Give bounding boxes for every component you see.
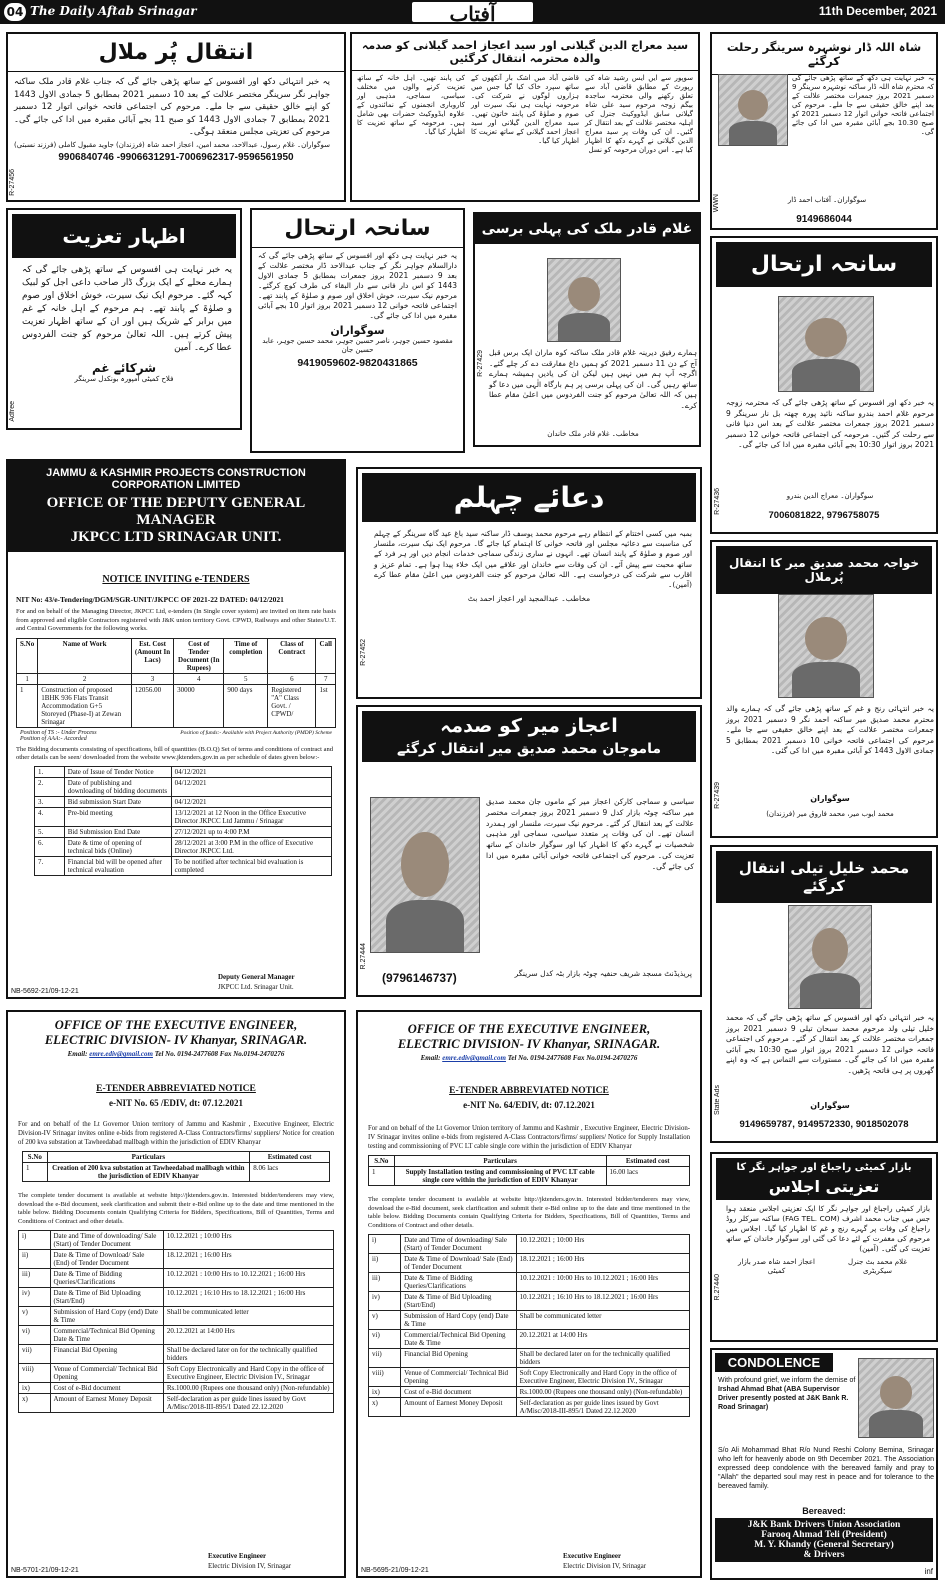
ad-ref: NB-5692-21/09-12-21	[11, 988, 79, 995]
ad-ref: State Ads	[714, 1085, 721, 1115]
notice-heading: E-TENDER ABBREVIATED NOTICE	[449, 1086, 609, 1096]
row-index: ii)	[369, 1254, 401, 1273]
deceased-photo	[858, 1358, 934, 1438]
signatory-title: Executive Engineer	[563, 1552, 622, 1560]
ad-saniha-irtihal-2	[710, 236, 938, 534]
row-value: 10.12.2021 ; 16:10 Hrs to 18.12.2021 ; 16:00 Hrs	[516, 1292, 689, 1311]
tender-notice-jkpcc	[6, 459, 346, 999]
row-index: x)	[19, 1394, 51, 1413]
positions	[8, 730, 344, 742]
ad-title-1: بازار کمیٹی راجباغ اور جواہر نگر کا	[716, 1158, 932, 1175]
row-value: 04/12/2021	[171, 796, 331, 807]
deceased-photo	[778, 594, 874, 698]
row-label: Date and Time of downloading/ Sale (Start) of Tender Document	[50, 1231, 163, 1250]
row-index: i)	[19, 1231, 51, 1250]
ad-title-2: تعزیتی اجلاس	[716, 1175, 932, 1200]
row-value: 27/12/2021 up to 4:00 P.M	[171, 826, 331, 837]
signatory-office: JKPCC Ltd. Srinagar Unit.	[218, 983, 294, 991]
schedule-table	[18, 1230, 334, 1413]
column-header: Cost of Tender Document (In Rupees)	[174, 638, 224, 673]
ad-ref: R-27452	[360, 639, 367, 666]
ad-title: اظہار تعزیت	[12, 214, 236, 258]
column-number: 3	[131, 673, 173, 684]
position-aaa: Position of AAA:- Accorded	[20, 735, 87, 742]
ad-ref: WWN	[713, 194, 720, 213]
deceased-photo	[778, 296, 874, 392]
ad-body: ہمارے رفیق دیرینہ غلام قادر ملک ساکنہ کوہ ماران ایک برس قبل آج کے دن 11 دسمبر 2021 کو ہمیں داغ مفارقت دے کر چلے گئے۔ اگرچہ آپ ہم میں نہیں ہیں لیکن ان کی یادیں ہمیشہ ہمارے ساتھ رہیں گی۔ ان کی پہلی برسی پر ہم بارگاہ الٰہی میں دعا گو ہیں کہ اللہ تعالیٰ مرحوم کو جنت الفردوس میں اعلیٰ مقام عطا کرے۔	[489, 348, 698, 410]
row-index: viii)	[369, 1368, 401, 1387]
condolence-ad	[710, 1348, 938, 1580]
mourners-title: سوگواران	[810, 1101, 850, 1110]
schedule-table	[34, 766, 332, 876]
ad-ref: NB-5701-21/09-12-21	[11, 1567, 79, 1574]
document-note: The complete tender document is available at website http://jktenders.gov.in. Interested bidder/tenderers may view, download the e-Bid document, seek clarification and submit their e-Bid online up to the date and time mentioned in the table below. Bidding Documents contain Qualifying Criteria for Bidders, Specifications, Bill of Quantities, Terms and Conditions of Contract and other details.	[368, 1196, 690, 1229]
phone-number: 9149686044	[796, 214, 852, 225]
row-label: Date of Issue of Tender Notice	[64, 766, 171, 777]
table-cell: 30000	[174, 684, 224, 727]
tender-header	[8, 461, 344, 552]
works-table	[368, 1155, 690, 1186]
schedule-row	[19, 1288, 334, 1307]
row-index: vii)	[369, 1349, 401, 1368]
office-line-2: ELECTRIC DIVISION- IV Khanyar, SRINAGAR.	[397, 1037, 661, 1051]
mourners-title: سوگواران	[810, 794, 850, 803]
row-index: x)	[369, 1398, 401, 1417]
email-label: Email:	[420, 1054, 441, 1062]
row-value: Soft Copy Electronically and Hard Copy in the office of Executive Engineer, Electric Division IV., Srinagar	[163, 1364, 333, 1383]
ad-title: دعائے چہلم	[362, 473, 696, 522]
table-cell: 1st	[316, 684, 336, 727]
ad-saniha-irtihal-1	[250, 208, 465, 453]
schedule-row	[369, 1387, 690, 1398]
row-label: Date & time of opening of technical bids (Online)	[64, 837, 171, 856]
row-label: Submission of Hard Copy (end) Date & Time	[401, 1311, 517, 1330]
schedule-row	[19, 1383, 334, 1394]
ad-title: انتقال پُر ملال	[8, 34, 344, 72]
phone-numbers: 7006081822, 9796758075	[768, 510, 880, 521]
table-row	[369, 1167, 690, 1186]
news-column-2: قاضی آباد میں اشک بار آنکھوں کے ساتھ سپرد خاک کیا گیا جس میں ہزاروں لوگوں نے شرکت کی۔ مرحومہ نہایت ہی نیک سیرت اور صوم و صلوٰۃ کی پابند خاتون تھیں۔ سید معراج الدین گیلانی اور سید اعجاز احمد گیلانی کے ساتھ تعزیت کا اظہار کیا گیا۔	[471, 74, 579, 145]
ad-title: سانحہ ارتحال	[716, 242, 932, 287]
row-value: Rs.1000.00 (Rupees one thousand only) (Non-refundable)	[516, 1387, 689, 1398]
table-cell: Registered "A" Class Govt. / CPWD/	[268, 684, 316, 727]
notice-heading: NOTICE INVITING e-TENDERS	[102, 574, 250, 585]
row-label: Date & Time of Bidding Queries/Clarifications	[401, 1273, 517, 1292]
deceased-photo	[370, 797, 480, 953]
table-header-row	[369, 1156, 690, 1167]
schedule-row	[369, 1398, 690, 1417]
row-label: Venue of Commercial/ Technical Bid Opening	[401, 1368, 517, 1387]
row-index: 4.	[35, 807, 65, 826]
row-label: Bid Submission End Date	[64, 826, 171, 837]
org-line-1: JAMMU & KASHMIR PROJECTS CONSTRUCTION	[46, 467, 306, 479]
schedule-row	[369, 1368, 690, 1387]
row-label: Submission of Hard Copy (end) Date & Time	[50, 1307, 163, 1326]
schedule-table	[368, 1234, 690, 1417]
condolence-body	[718, 1376, 858, 1412]
row-label: Date & Time of Download/ Sale (End) of Tender Document	[50, 1250, 163, 1269]
schedule-row	[369, 1311, 690, 1330]
schedule-row	[369, 1273, 690, 1292]
ad-ref: NB-5695-21/09-12-21	[361, 1567, 429, 1574]
contact-line	[8, 1050, 344, 1058]
row-label: Commercial/Technical Bid Opening Date & Time	[401, 1330, 517, 1349]
row-value: 10.12.2021 : 10:00 Hrs to 10.12.2021 ; 16:00 Hrs	[163, 1269, 333, 1288]
ad-body: سیاسی و سماجی کارکن اعجاز میر کے ماموں جان محمد صدیق میر ساکنہ چوٹہ بازار کدل 9 دسمبر 2021 بروز جمعرات مختصر علالت کے بعد انتقال کر گئے۔ مرحوم نیک سیرت، ملنسار اور ہمدرد انسان تھے۔ ان کی وفات پر متعدد سیاسی، سماجی اور مذہبی شخصیات نے گہرے دکھ کا اظہار کیا اور سوگوار خاندان کے ساتھ تعزیت کی۔ مرحوم کی اجتماعی فاتحہ خوانی آبائی مقبرہ میں ادا کی جائے گی۔	[486, 797, 694, 871]
ad-khalil-teli	[710, 845, 938, 1143]
nit-number: e-NIT No. 65 /EDIV, dt: 07.12.2021	[109, 1098, 243, 1108]
column-number: 6	[268, 673, 316, 684]
row-value: Soft Copy Electronically and Hard Copy in the office of Executive Engineer, Electric Division IV., Srinagar	[516, 1368, 689, 1387]
table-cell: Construction of proposed 1BHK 936 Flats Transit Accommodation G+5 Storeyed (Phase-I) at Zewan Srinagar	[38, 684, 132, 727]
mourners: سوگواران۔ معراج الدین بندرو	[786, 492, 874, 500]
ad-izhar-tazeeyat	[6, 208, 242, 430]
row-value: 10.12.2021 ; 16:10 Hrs to 18.12.2021 ; 16:00 Hrs	[163, 1288, 333, 1307]
ad-title: سید معراج الدین گیلانی اور سید اعجاز احمد گیلانی کو صدمہ والدہ محترمہ انتقال کرگئیں	[352, 34, 698, 71]
row-index: iv)	[19, 1288, 51, 1307]
phone-numbers: 9906840746 -9906631291-7006962317-9596561950	[58, 151, 294, 163]
office-line-2: ELECTRIC DIVISION- IV Khanyar, SRINAGAR.	[44, 1033, 308, 1047]
ad-ref: Adfree	[9, 401, 16, 422]
schedule-row	[35, 777, 332, 796]
row-label: Financial Bid Opening	[50, 1345, 163, 1364]
row-value: 13/12/2021 at 12 Noon in the Office Executive Director JKPCC Ltd Jammu / Srinagar	[171, 807, 331, 826]
row-index: i)	[369, 1235, 401, 1254]
schedule-row	[19, 1326, 334, 1345]
ad-ref: R-27429	[477, 350, 484, 377]
signatory-office: Electric Division IV, Srinagar	[563, 1562, 647, 1570]
schedule-row	[369, 1292, 690, 1311]
table-row	[17, 684, 336, 727]
column-number: 5	[224, 673, 268, 684]
signatory-title: شرکائے غم	[91, 361, 157, 375]
page-number: 04	[4, 3, 26, 21]
row-label: Bid submission Start Date	[64, 796, 171, 807]
row-label: Date & Time of Bid Uploading (Start/End)	[50, 1288, 163, 1307]
org-line-4: JKPCC LTD SRINAGAR UNIT.	[70, 529, 282, 545]
ad-ref: R-27439	[714, 782, 721, 809]
ad-ijaz-mir-sadma	[356, 705, 702, 997]
row-label: Amount of Earnest Money Deposit	[401, 1398, 517, 1417]
page-header	[0, 0, 945, 24]
row-index: v)	[369, 1311, 401, 1330]
ad-title: خواجہ محمد صدیق میر کا انتقال پُرملال	[716, 546, 932, 594]
row-label: Commercial/Technical Bid Opening Date & Time	[50, 1326, 163, 1345]
row-value: 10.12.2021 ; 10:00 Hrs	[163, 1231, 333, 1250]
column-number: 7	[316, 673, 336, 684]
signatory: مخاطب۔ غلام قادر ملک خاندان	[547, 430, 639, 438]
phone-number: (9796146737)	[382, 971, 457, 985]
bereaved-label: Bereaved:	[802, 1506, 846, 1516]
row-index: 3.	[35, 796, 65, 807]
row-value: Shall be communicated letter	[516, 1311, 689, 1330]
row-index: 2.	[35, 777, 65, 796]
nit-number: e-NIT No. 64/EDIV, dt: 07.12.2021	[463, 1100, 595, 1110]
schedule-row	[35, 856, 332, 875]
row-label: Cost of e-Bid document	[401, 1387, 517, 1398]
position-ts: Position of TS :- Under Process	[20, 729, 97, 736]
ad-body: یہ خبر نہایت ہی دکھ اور افسوس کے ساتھ پڑھی جائے گی کہ دارالسلام جواہر نگر کے جناب عبدالاحد ڈار مختصر علالت کے بعد 9 دسمبر 2021 بروز جمعرات بمطابق 5 جمادی الاول 1443 کو اس دار فانی سے دار البقاء کی طرف کوچ کرگئے۔ مرحوم نیک سیرت، خوش اخلاق اور صوم و صلوٰۃ کے پابند تھے۔ اجتماعی فاتحہ خوانی 12 دسمبر 2021 بروز اتوار 10 بجے آبائی مقبرہ میں ادا کی جائے گی۔	[258, 251, 458, 320]
deceased-name: Irshad Ahmad Bhat (ABA Supervisor Driver presently posted at J&K Bank R. Road Srinagar)	[718, 1386, 849, 1411]
works-table	[22, 1151, 330, 1182]
row-value: Shall be communicated letter	[163, 1307, 333, 1326]
schedule-row	[369, 1235, 690, 1254]
ad-title-1: اعجاز میر کو صدمہ	[362, 711, 696, 739]
table-cell: 1	[23, 1163, 48, 1182]
column-header: Est. Cost (Amount In Lacs)	[131, 638, 173, 673]
row-label: Pre-bid meeting	[64, 807, 171, 826]
signatory-2: اعجاز احمد شاہ صدر بازار کمیٹی	[738, 1258, 815, 1275]
ad-body: بازار کمیٹی راجباغ اور جواہر نگر کا ایک تعزیتی اجلاس منعقد ہوا جس میں جناب محمد اشرف (FAG TEL. COM) ساکنہ سرکلر روڈ راجباغ کی وفات پر گہرے رنج و غم کا اظہار کیا گیا۔ اجلاس میں مرحوم کی مغفرت کے لئے دعا کی گئی اور سوگوار خاندان کے ساتھ تعزیت کی گئی۔ (آمین)	[726, 1204, 930, 1253]
schedule-row	[19, 1394, 334, 1413]
column-header: S.No	[369, 1156, 395, 1167]
ad-ref: R.27440	[714, 1274, 721, 1301]
table-cell: 12056.00	[131, 684, 173, 727]
mourners: سوگواران۔ آفتاب احمد ڈار	[787, 196, 867, 204]
association-block	[715, 1518, 933, 1562]
schedule-row	[369, 1254, 690, 1273]
table-row	[23, 1163, 330, 1182]
column-number: 1	[17, 673, 38, 684]
tender-notice-ediv-65	[6, 1010, 346, 1578]
schedule-row	[19, 1231, 334, 1250]
row-index: iii)	[369, 1273, 401, 1292]
row-value: 04/12/2021	[171, 766, 331, 777]
ad-duaye-chehlum	[356, 467, 702, 699]
schedule-row	[35, 826, 332, 837]
email-label: Email:	[67, 1050, 88, 1058]
row-value: 20.12.2021 at 14:00 Hrs	[163, 1326, 333, 1345]
table-cell: Supply Installation testing and commissioning of PVC LT cable single core within the jurisdiction of EDIV Khanyar	[394, 1167, 606, 1186]
ad-title: سانحہ ارتحال	[252, 210, 463, 248]
tender-notice-ediv-64	[356, 1010, 702, 1578]
column-header: Class of Contract	[268, 638, 316, 673]
row-label: Date of publishing and downloading of bidding documents	[64, 777, 171, 796]
row-value: 10.12.2021 : 10:00 Hrs to 10.12.2021 ; 16:00 Hrs	[516, 1273, 689, 1292]
paper-logo: آفتاب	[410, 0, 535, 24]
row-value: Self-declaration as per guide lines issued by Govt A/Misc/2018-III-895/1 Dated 22.12.2020	[163, 1394, 333, 1413]
bid-note: The Bidding documents consisting of specifications, bill of quantities (B.O.Q) Set of terms and conditions of contract and other details can be seen/ downloaded from the website www.jktenders.gov.in as per schedule of dates given below:-	[16, 745, 333, 761]
org-line-3: OFFICE OF THE DEPUTY GENERAL MANAGER	[46, 495, 306, 528]
mourners: سوگواران۔ غلام رسول، عبدالاحد، محمد امین، اعجاز احمد شاہ (فرزندان) جاوید مقبول کاملی (فرزند نسبتی)	[14, 140, 330, 149]
ad-ref: R.27444	[360, 943, 367, 970]
ad-intiqal-purmalal	[6, 32, 346, 202]
row-value: Shall be declared later on for the technically qualified bidders	[163, 1345, 333, 1364]
news-column-1: سوپور سے ایں ایس رشید شاہ کی رپورٹ کے مطابق قاضی آباد سے تعلق رکھنے والی محترمہ ساجدہ بیگم زوجہ مرحوم سید علی شاہ گیلانی سابق ایڈووکیٹ جنرل کی اہلیہ مختصر علالت کے بعد انتقال کر گئیں۔ ان کی وفات پر سید معراج الدین گیلانی نے گہرے دکھ کا اظہار کیا ہے۔ اس دوران مرحومہ کو نسل	[585, 74, 693, 154]
column-header: Time of completion	[224, 638, 268, 673]
schedule-row	[35, 796, 332, 807]
column-header: Particulars	[394, 1156, 606, 1167]
phone-numbers: 9419059602-9820431865	[297, 357, 418, 369]
column-number: 4	[174, 673, 224, 684]
row-label: Financial Bid Opening	[401, 1349, 517, 1368]
office-line-1: OFFICE OF THE EXECUTIVE ENGINEER,	[407, 1022, 651, 1036]
ad-body: یہ خبر نہایت ہی دکھ کے ساتھ پڑھی جائے گی کہ محترم شاہ اللہ ڈار ساکنہ نوشہرہ سرینگر 9 دسمبر 2021 بروز جمعرات مختصر علالت کے بعد اپنے خالق حقیقی سے جا ملے۔ مرحوم کی اجتماعی فاتحہ خوانی اتوار 12 دسمبر 2021 کو صبح 10.30 بجے آبائی مقبرہ میں ادا کی جائے گی۔	[792, 74, 935, 136]
row-value: 18.12.2021 ; 16:00 Hrs	[516, 1254, 689, 1273]
row-index: v)	[19, 1307, 51, 1326]
row-label: Date and Time of downloading/ Sale (Start) of Tender Document	[401, 1235, 517, 1254]
row-value: Rs.1000.00 (Rupees one thousand only) (Non-refundable)	[163, 1383, 333, 1394]
org-line-2: CORPORATION LIMITED	[111, 479, 241, 491]
mourners-title: سوگواران	[330, 324, 385, 337]
row-index: viii)	[19, 1364, 51, 1383]
contact-line	[358, 1054, 700, 1062]
email-link[interactable]: emre.ediv@gmail.com	[89, 1050, 153, 1058]
signatories	[712, 1256, 936, 1276]
signatory: فلاح کمیٹی آمپورہ بونکدل سرینگر	[74, 375, 174, 383]
ad-bazar-committee	[710, 1152, 938, 1342]
ad-body: بمبہ میں کسی اختتام کے انتظام رہے مرحوم محمد یوسف ڈار ساکنہ سید باغ عید گاہ سرینگر کے چہلم کی مناسبت سے دعائیہ مجلس اور فاتحہ خوانی کا اہتمام کیا جائے گا۔ مرحوم ایک نیک سیرت، ملنسار اور صوم و صلوٰۃ کے پابند انسان تھے۔ انہوں نے ساری زندگی سماجی خدمات انجام دیں اور ہر فرد کے ساتھ محبت سے پیش آئے۔ ان کی وفات سے خاندان اور علاقے میں ایک خلاء پیدا ہوا ہے۔ تمام عزیز و اقارب سے شرکت کی درخواست ہے۔ اللہ تعالیٰ مرحوم کو جنت الفردوس میں اعلیٰ مقام عطا کرے (آمین)۔	[374, 529, 692, 590]
row-label: Date & Time of Bidding Queries/Clarifications	[50, 1269, 163, 1288]
row-label: Cost of e-Bid document	[50, 1383, 163, 1394]
corner-mark: inf	[924, 1567, 933, 1576]
document-note: The complete tender document is available at website http://jktenders.gov.in. Interested bidder/tenderers may view, download the e-Bid document, seek clarification and submit their e-Bid online up to the date and time mentioned in the table below. Bidding Documents contain Qualifying Criteria for Bidders, Specifications, Bill of Quantities, Terms and Conditions of Contract and other details.	[18, 1192, 334, 1225]
schedule-row	[19, 1250, 334, 1269]
row-value: 28/12/2021 at 3:00 P.M in the office of Executive Director JKPCC Ltd.	[171, 837, 331, 856]
position-funds: Position of funds:- Available with Project Authority (PMDP) Scheme	[180, 729, 332, 736]
tender-intro: For and on behalf of the Lt Governor Union territory of Jammu and Kashmir , Executive Engineer, Electric Division-IV Srinagar invites online e-bids from registered A-Class Contractors/firms/ suppliers/ Notice for creation of 200 kva substation at Tawheedabad mallbagh within the jurisdiction of EDIV Khanyar	[18, 1121, 334, 1146]
deceased-photo	[788, 905, 872, 1009]
tender-intro: For and on behalf of the Lt Governor Union territory of Jammu and Kashmir , Executive Engineer, Electric Division-IV Srinagar invites online e-bids from registered A-Class Contractors/firms/ suppliers/ Notice for Supply Installation testing and commissioning of PVC LT cable single core within the jurisdiction of EDIV Khanyar	[368, 1125, 690, 1150]
condolence-text-1: With profound grief, we inform the demise of	[718, 1377, 856, 1384]
column-header: S.No	[23, 1152, 48, 1163]
ad-ref: R-27456	[9, 169, 16, 196]
paper-name: The Daily Aftab Srinagar	[30, 4, 197, 18]
row-value: Shall be declared later on for the technically qualified bidders	[516, 1349, 689, 1368]
ad-title: غلام قادر ملک کی پہلی برسی	[475, 214, 699, 244]
column-number-row	[17, 673, 336, 684]
row-index: 1.	[35, 766, 65, 777]
table-cell: 1	[369, 1167, 395, 1186]
ad-shahullah-dar	[710, 32, 938, 230]
row-index: vii)	[19, 1345, 51, 1364]
tel-fax: Tel No. 0194-2477608 Fax No.0194-2470276	[154, 1050, 285, 1058]
schedule-row	[19, 1269, 334, 1288]
schedule-row	[369, 1330, 690, 1349]
row-value: 20.12.2021 at 14:00 Hrs	[516, 1330, 689, 1349]
table-cell: 8.06 lacs	[250, 1163, 330, 1182]
ad-title: CONDOLENCE	[715, 1353, 833, 1372]
ad-siddiq-mir-intiqal	[710, 540, 938, 838]
row-index: 5.	[35, 826, 65, 837]
row-value: 18.12.2021 ; 16:00 Hrs	[163, 1250, 333, 1269]
row-value: 10.12.2021 ; 10:00 Hrs	[516, 1235, 689, 1254]
deceased-photo	[547, 258, 621, 342]
row-label: Amount of Earnest Money Deposit	[50, 1394, 163, 1413]
schedule-row	[35, 766, 332, 777]
signatory: پریذیڈنٹ مسجد شریف حنفیہ چوٹہ بازار بٹہ کدل سرینگر	[514, 969, 692, 978]
row-value: 04/12/2021	[171, 777, 331, 796]
row-label: Date & Time of Bid Uploading (Start/End)	[401, 1292, 517, 1311]
row-label: Venue of Commercial/ Technical Bid Opening	[50, 1364, 163, 1383]
nit-number: NIT No: 43/e-Tendering/DGM/SGR-UNIT/JKPCC OF 2021-22 DATED: 04/12/2021	[16, 595, 284, 604]
signatory-title: Deputy General Manager	[218, 973, 295, 981]
row-index: iii)	[19, 1269, 51, 1288]
ad-title-2: ماموجان محمد صدیق میر انتقال کرگئے	[362, 739, 696, 762]
signatory-title: Executive Engineer	[208, 1552, 267, 1560]
row-index: vi)	[369, 1330, 401, 1349]
row-index: ix)	[19, 1383, 51, 1394]
deceased-photo	[718, 74, 788, 146]
notice-heading: E-TENDER ABBREVIATED NOTICE	[96, 1084, 256, 1094]
table-header-row	[17, 638, 336, 673]
signatory-1: غلام محمد بٹ جنرل سیکریٹری	[847, 1258, 908, 1275]
ad-title: شاہ اللہ ڈار نوشہرہ سرینگر رحلت کرگئے	[712, 34, 936, 75]
schedule-row	[35, 807, 332, 826]
table-cell: 16.00 lacs	[606, 1167, 689, 1186]
association-name: J&K Bank Drivers Union Association	[747, 1520, 901, 1530]
row-index: 7.	[35, 856, 65, 875]
office-line-1: OFFICE OF THE EXECUTIVE ENGINEER,	[54, 1018, 298, 1032]
issue-date: 11th December, 2021	[818, 4, 937, 18]
general-secretary: M. Y. Khandy (General Secretary)	[754, 1540, 894, 1550]
schedule-row	[369, 1349, 690, 1368]
column-header: Name of Work	[38, 638, 132, 673]
column-header: Estimated cost	[250, 1152, 330, 1163]
table-cell: 1	[17, 684, 38, 727]
row-label: Financial bid will be opened after technical evaluation	[64, 856, 171, 875]
table-cell: Creation of 200 kva substation at Tawheedabad mallbagh within the jurisdiction of EDIV Khanyar	[47, 1163, 250, 1182]
mourners: محمد ایوب میر، محمد فاروق میر (فرزندان)	[766, 810, 894, 818]
mourners: مقصود حسین جوہر، ناصر حسین جوہر، محمد حسین جوہر، عابد حسین جان	[262, 337, 453, 354]
phone-numbers: 9149659787, 9149572330, 9018502078	[739, 1119, 909, 1130]
row-value: Self-declaration as per guide lines issued by Govt A/Misc/2018-III-895/1 Dated 22.12.2020	[516, 1398, 689, 1417]
row-value: To be notified after technical bid evaluation is completed	[171, 856, 331, 875]
tel-fax: Tel No. 0194-2477608 Fax No.0194-2470276	[507, 1054, 638, 1062]
row-index: ix)	[369, 1387, 401, 1398]
signatory: مخاطب۔ عبدالمجید اور اعجاز احمد بٹ	[467, 594, 591, 604]
schedule-row	[19, 1345, 334, 1364]
ad-body: یہ خبر دکھ اور افسوس کے ساتھ پڑھی جائے گی کہ محترمہ زوجہ مرحوم غلام احمد بندرو ساکنہ نائید پورہ چھتہ بل نار سرینگر 9 دسمبر 2021 بروز جمعرات مختصر علالت کے بعد اس دنیا فانی سے رحلت کر گئیں۔ مرحومہ کی اجتماعی فاتحہ خوانی 12 دسمبر 2021 بروز اتوار 10:30 بجے آبائی مقبرہ میں ادا کی جائے گی۔	[726, 398, 934, 449]
row-index: ii)	[19, 1250, 51, 1269]
condolence-text-2: S/o Ali Mohammad Bhat R/o Nund Reshi Colony Bemina, Srinagar who left for heavenly abode on 9th December 2021. The Association expressed deep condolence with the bereaved family and pray to "Allah" the departed soul may rest in peace and for tolerance to the bereaved family.	[718, 1447, 934, 1490]
table-cell: 900 days	[224, 684, 268, 727]
schedule-row	[35, 837, 332, 856]
president: Farooq Ahmad Teli (President)	[761, 1530, 887, 1540]
column-header: S.No	[17, 638, 38, 673]
tender-intro: For and on behalf of the Managing Director, JKPCC Ltd, e-tenders (In Single cover system) are invited on item rate basis from approved and eligible Contractors registered with J&K union territory Govt. CPWD, Railways and other States/U.T. and Central Governments for the following works.	[16, 608, 336, 632]
row-label: Date & Time of Download/ Sale (End) of Tender Document	[401, 1254, 517, 1273]
ad-ref: R-27436	[714, 488, 721, 515]
news-column-3: کی پابند تھیں۔ اہل خانہ کے ساتھ تعزیت کرنے والوں میں مختلف سیاسی، سماجی، مذہبی اور کاروباری انجمنوں کے نمائندوں کے علاوہ ایڈووکیٹ حضرات بھی شامل ہیں۔ مرحومہ کے ساتھ تعزیت کا اظہار کیا گیا۔	[357, 74, 465, 136]
ad-gilani-news	[350, 32, 700, 202]
ad-body: یہ خبر انتہائی رنج و غم کے ساتھ پڑھی جائے گی کہ ہمارے والد محترم محمد صدیق میر ساکنہ احمد نگر 9 دسمبر 2021 بروز جمعرات مختصر علالت کے بعد اپنے خالق حقیقی سے جا ملے۔ مرحوم کی اجتماعی فاتحہ خوانی 10 دسمبر 2021 بمطابق 5 جمادی الاول 1443 کو آبائی مقبرہ میں ادا کی گئی۔	[726, 704, 935, 755]
ad-pehli-barsi	[473, 212, 701, 447]
ad-title: محمد خلیل تیلی انتقال کرگئے	[716, 851, 932, 903]
column-header: Particulars	[47, 1152, 250, 1163]
works-table	[16, 638, 336, 728]
ad-body: یہ خبر انتہائی دکھ اور افسوس کے ساتھ پڑھی جائے گی کہ جناب غلام قادر ملک ساکنہ جواہر نگر سرینگر مختصر علالت کے بعد 10 دسمبر 2021 بمطابق 5 جمادی الاول 1443 کو اپنے خالق حقیقی سے جا ملے۔ مرحوم کی اجتماعی فاتحہ خوانی اتوار 12 دسمبر 2021 بمطابق 7 جمادی الاول 1443 کو صبح 11 بجے آبائی مقبرہ میں ادا کی جائے گی۔ مرحوم کی تعزیتی مجلس منعقد ہوگی۔	[14, 77, 331, 137]
column-header: Call	[316, 638, 336, 673]
row-index: iv)	[369, 1292, 401, 1311]
ad-body: یہ خبر انتہائی دکھ اور افسوس کے ساتھ پڑھی جائے گی کہ محمد خلیل تیلی ولد مرحوم محمد سبحان تیلی 9 دسمبر 2021 بروز جمعرات مختصر علالت کے بعد انتقال کر گئے۔ مرحوم کی اجتماعی فاتحہ خوانی 12 دسمبر 2021 بروز اتوار صبح 10:30 بجے آبائی مقبرہ میں ادا کی جائے گی۔ مستورات سے التماس ہے کہ وہ اپنے گھروں پر ہی فاتحہ پڑھیں۔	[726, 1013, 934, 1075]
email-link[interactable]: emre.ediv@gmail.com	[442, 1054, 506, 1062]
ad-body: یہ خبر نہایت ہی افسوس کے ساتھ پڑھی جائے گی کہ ہمارے محلے کے ایک بزرگ ڈار صاحب داعی اجل کو لبیک کہہ گئے۔ مرحوم ایک نیک سیرت، خوش اخلاق اور صوم و صلوٰۃ کے پابند تھے۔ ہم مرحوم کے اہل خانہ کے غم میں برابر کے شریک ہیں اور ان کے ساتھ اظہار تعزیت پیش کرتے ہیں۔ اللہ تعالیٰ مرحوم کو جنت الفردوس عطا کرے۔ آمین	[22, 265, 232, 353]
table-header-row	[23, 1152, 330, 1163]
schedule-row	[19, 1307, 334, 1326]
schedule-row	[19, 1364, 334, 1383]
drivers: & Drivers	[803, 1550, 845, 1560]
row-index: vi)	[19, 1326, 51, 1345]
signatory-office: Electric Division IV, Srinagar	[208, 1562, 292, 1570]
row-index: 6.	[35, 837, 65, 856]
column-number: 2	[38, 673, 132, 684]
column-header: Estimated cost	[606, 1156, 689, 1167]
